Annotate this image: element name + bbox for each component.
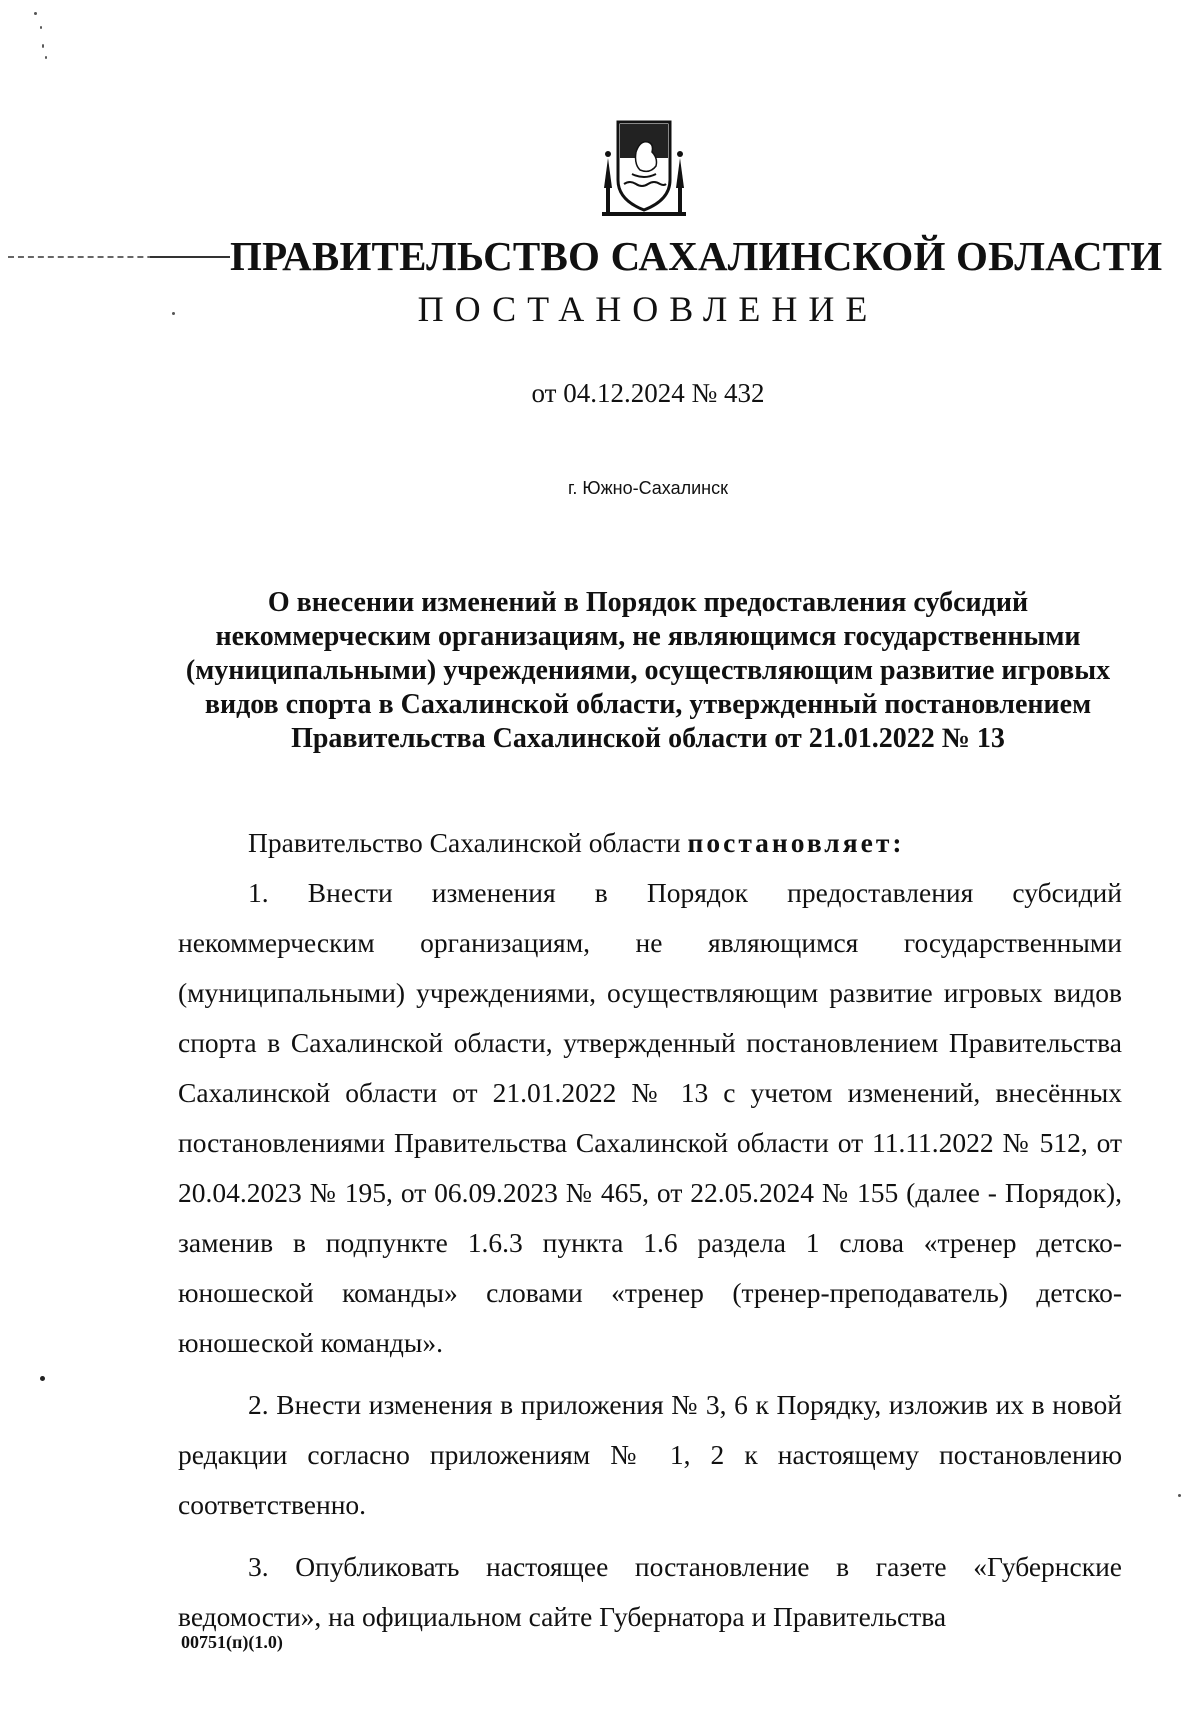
scan-speck (34, 12, 37, 15)
scan-speck (40, 26, 42, 29)
intro-text: Правительство Сахалинской области (248, 827, 681, 858)
government-name: ПРАВИТЕЛЬСТВО САХАЛИНСКОЙ ОБЛАСТИ (230, 233, 1163, 279)
scan-speck (1178, 1494, 1181, 1497)
title-rule-line (150, 256, 230, 258)
form-code: 00751(п)(1.0) (181, 1632, 283, 1652)
document-city: г. Южно-Сахалинск (568, 478, 728, 498)
paragraph-3: 3. Опубликовать настоящее постановление в газете «Губернские ведомости», на официальном сайте Губернатора и Правительства (178, 1551, 1122, 1632)
scan-speck (45, 56, 47, 59)
document-body (178, 818, 1122, 1642)
document-subject: О внесении изменений в Порядок предоставления субсидий некоммерческим организациям, не являющимся государственными (муниципальными) учреждениями, осуществляющим развитие игровых видов спорта в Сахалинской области, утвержденный постановлением Правительства Сахалинской области от 21.01.2022 № 13 (185, 587, 1111, 754)
document-type: ПОСТАНОВЛЕНИЕ (417, 289, 879, 329)
intro-emphasis: постановляет: (687, 827, 905, 858)
coat-of-arms-icon (598, 118, 690, 218)
scan-speck (42, 44, 44, 48)
scan-speck (40, 1376, 45, 1381)
resolution-intro (248, 818, 1122, 868)
paragraph-1: 1. Внести изменения в Порядок предоставления субсидий некоммерческим организациям, не являющимся государственными (муниципальными) учреждениями, осуществляющим развитие игровых видов спорта в Сахалинской области, утвержденный постановлением Правительства Сахалинской области от 21.01.2022 № 13 с учетом изменений, внесённых постановлениями Правительства Сахалинской области от 11.11.2022 № 512, от 20.04.2023 № 195, от 06.09.2023 № 465, от 22.05.2024 № 155 (далее - Порядок), заменив в подпункте 1.6.3 пункта 1.6 раздела 1 слова «тренер детско-юношеской команды» словами «тренер (тренер-преподаватель) детско-юношеской команды». (178, 877, 1122, 1358)
document-date-number: от 04.12.2024 № 432 (531, 378, 765, 408)
paragraph-2: 2. Внести изменения в приложения № 3, 6 к Порядку, изложив их в новой редакции согласно приложениям № 1, 2 к настоящему постановлению соответственно. (178, 1389, 1122, 1520)
